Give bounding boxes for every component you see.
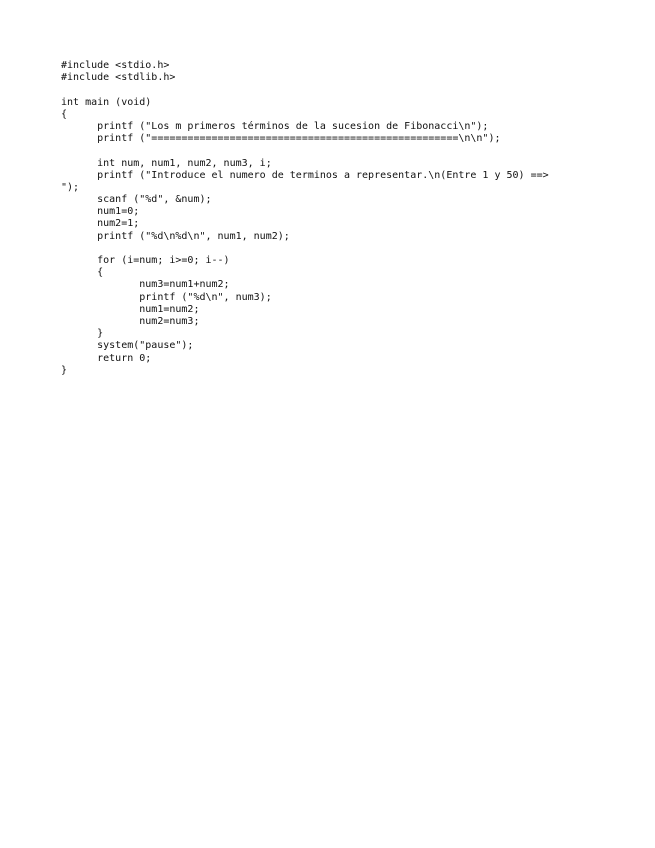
- code-line: int num, num1, num2, num3, i;: [61, 157, 272, 169]
- code-line: num2=1;: [61, 218, 140, 230]
- code-line: [61, 243, 621, 255]
- code-line: #include <stdlib.h>: [61, 72, 176, 84]
- code-line: ");: [61, 181, 80, 193]
- source-code-block: [61, 60, 621, 377]
- code-line: }: [61, 328, 104, 340]
- code-line: [61, 84, 621, 96]
- code-line: #include <stdio.h>: [61, 60, 170, 71]
- code-line: {: [61, 267, 104, 279]
- code-line: printf ("%d\n", num3);: [61, 291, 272, 303]
- code-line: num1=0;: [61, 206, 140, 218]
- code-line: printf ("===================================================\n\n");: [61, 133, 501, 145]
- code-line: system("pause");: [61, 340, 194, 352]
- code-line: num3=num1+num2;: [61, 279, 230, 291]
- code-line: int main (void): [61, 96, 152, 108]
- code-line: }: [61, 364, 68, 376]
- code-line: return 0;: [61, 352, 152, 364]
- code-line: {: [61, 108, 68, 120]
- code-line: printf ("Introduce el numero de terminos a representar.\n(Entre 1 y 50) ==>: [61, 169, 549, 181]
- code-line: printf ("Los m primeros términos de la sucesion de Fibonacci\n");: [61, 120, 489, 132]
- code-line: [61, 145, 621, 157]
- code-line: for (i=num; i>=0; i--): [61, 255, 230, 266]
- code-line: num2=num3;: [61, 315, 200, 327]
- code-line: num1=num2;: [61, 303, 200, 315]
- code-line: printf ("%d\n%d\n", num1, num2);: [61, 230, 290, 242]
- code-line: scanf ("%d", &num);: [61, 194, 212, 206]
